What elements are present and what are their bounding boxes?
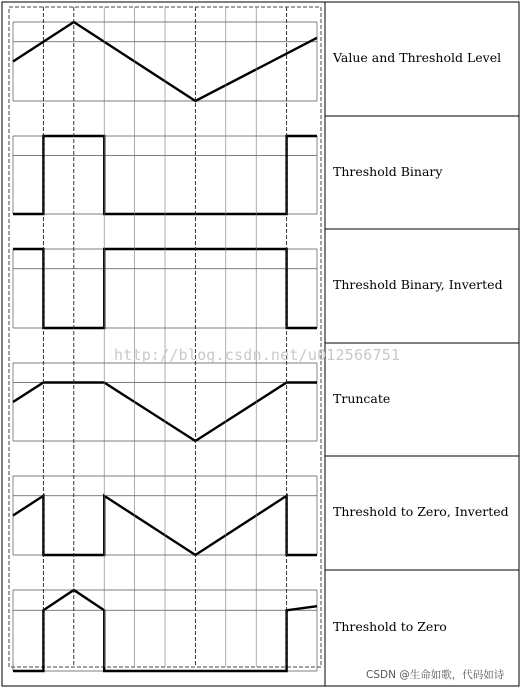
- row-label: Value and Threshold Level: [333, 50, 502, 65]
- credit-text: CSDN @生命如歌，代码如诗: [366, 669, 505, 681]
- row-label: Truncate: [333, 390, 391, 406]
- row-label: Threshold Binary, Inverted: [333, 277, 503, 292]
- watermark-text: http://blog.csdn.net/u012566751: [114, 346, 401, 364]
- row-label: Threshold Binary: [333, 163, 443, 179]
- row-label: Threshold to Zero: [333, 619, 447, 634]
- table-frame: [2, 2, 519, 686]
- row-label: Threshold to Zero, Inverted: [333, 504, 509, 519]
- table-border: [2, 2, 519, 686]
- vertical-guides: [43, 7, 286, 667]
